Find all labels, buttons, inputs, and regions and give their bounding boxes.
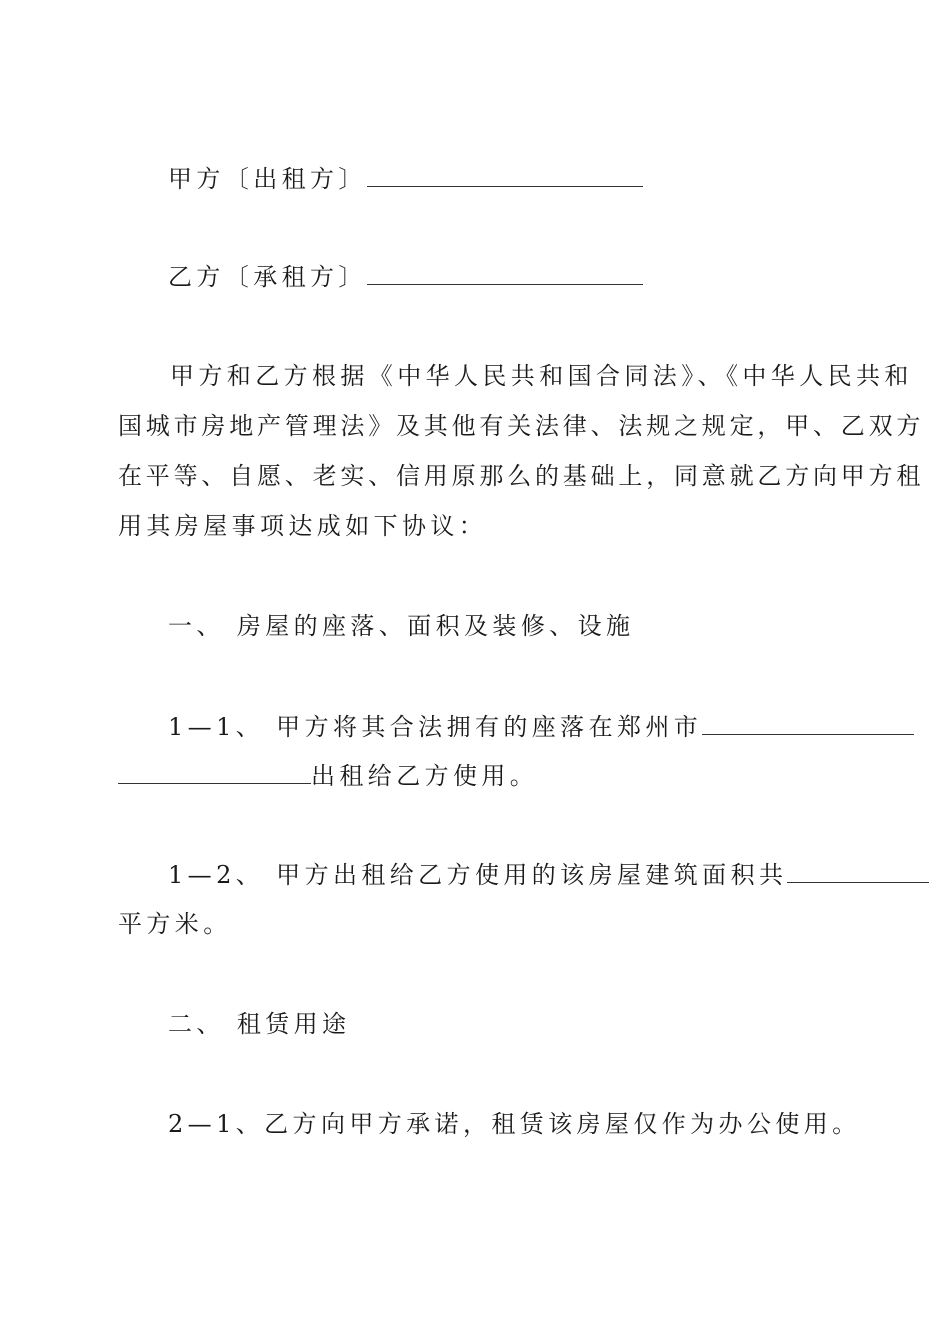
intro-line-4: 用其房屋事项达成如下协议： [118, 512, 488, 540]
clause-1-1-line-2 [118, 764, 538, 788]
clause-1-1-prefix: 1—1、 甲方将其合法拥有的座落在郑州市 [168, 713, 703, 741]
section-2-title: 二、 租赁用途 [168, 1010, 351, 1038]
location-blank-2 [118, 765, 311, 784]
party-b-blank [367, 266, 643, 285]
clause-1-2-prefix: 1—2、 甲方出租给乙方使用的该房屋建筑面积共 [168, 861, 788, 889]
party-a-label: 甲方〔出租方〕 [168, 165, 367, 193]
area-blank [787, 864, 929, 883]
location-blank-1 [702, 716, 914, 735]
intro-line-1: 甲方和乙方根据《中华人民共和国合同法》、《中华人民共和 [170, 362, 913, 390]
clause-2-1: 2—1、乙方向甲方承诺，租赁该房屋仅作为办公使用。 [168, 1110, 861, 1138]
clause-1-2-line-1 [168, 863, 929, 887]
party-a-line [168, 167, 643, 191]
clause-1-2-line-2: 平方米。 [118, 910, 232, 938]
party-b-line [168, 265, 643, 289]
clause-1-1-suffix: 出租给乙方使用。 [311, 762, 539, 790]
intro-line-2: 国城市房地产管理法》及其他有关法律、法规之规定，甲、乙双方 [118, 412, 925, 440]
section-1-title: 一、 房屋的座落、面积及装修、设施 [168, 612, 635, 640]
clause-1-1-line-1 [168, 715, 914, 739]
party-a-blank [367, 168, 643, 187]
intro-line-3: 在平等、自愿、老实、信用原那么的基础上，同意就乙方向甲方租 [118, 462, 925, 490]
party-b-label: 乙方〔承租方〕 [168, 263, 367, 291]
